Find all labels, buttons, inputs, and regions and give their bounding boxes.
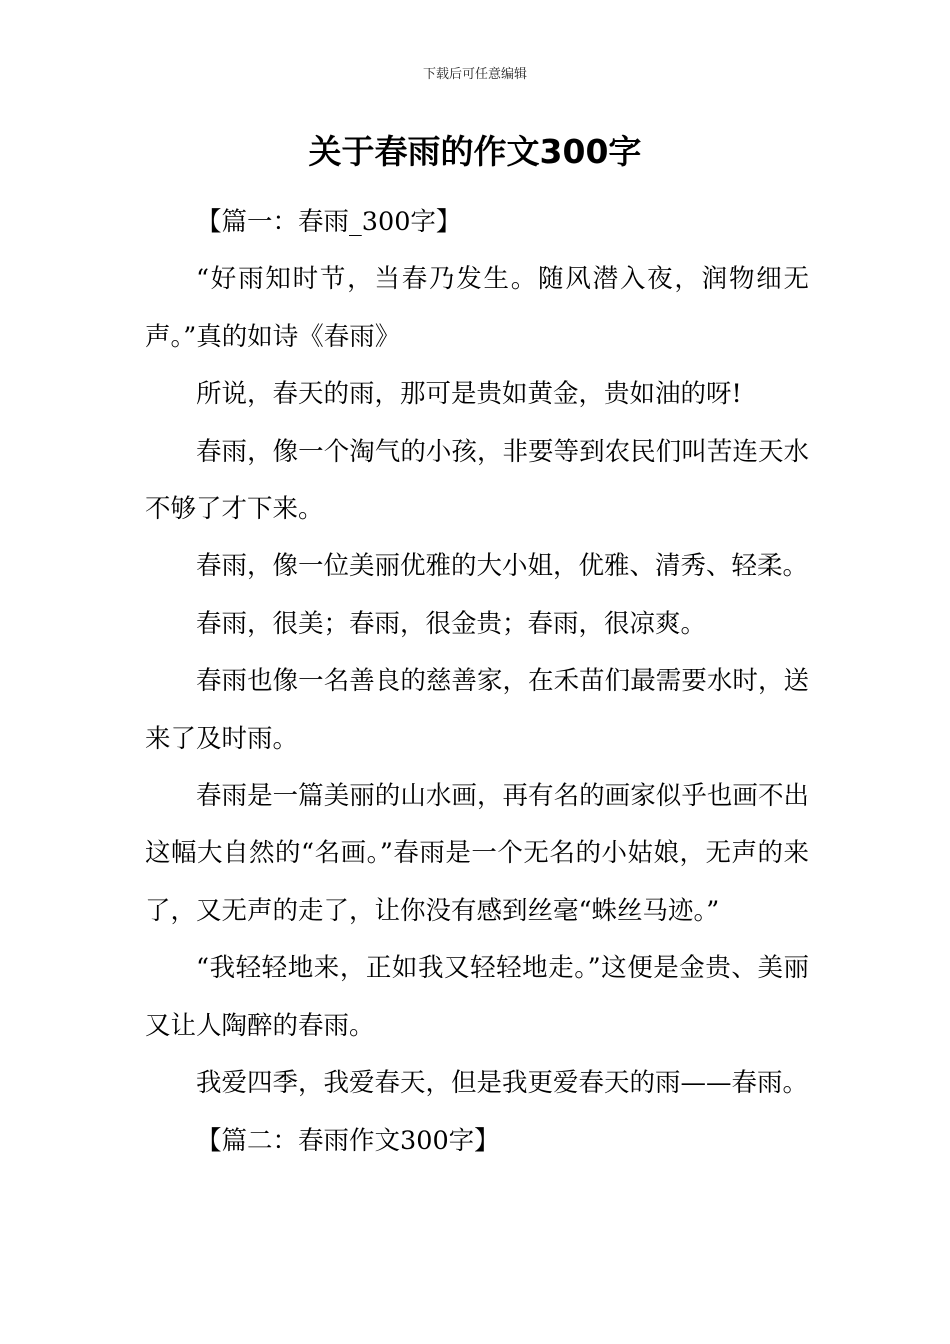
paragraph: 春雨，很美；春雨，很金贵；春雨，很凉爽。 xyxy=(196,608,707,639)
header-note: 下载后可任意编辑 xyxy=(422,67,527,82)
paragraph: “我轻轻地来，正如我又轻轻地走。”这便是金贵、美丽又让人陶醉的春雨。 xyxy=(145,953,809,1041)
paragraph: “好雨知时节，当春乃发生。随风潜入夜，润物细无声。”真的如诗《春雨》 xyxy=(145,264,809,352)
section-heading-2: 【篇二：春雨作文300字】 xyxy=(196,1125,500,1156)
document-body xyxy=(145,194,809,1170)
paragraph: 所说，春天的雨，那可是贵如黄金，贵如油的呀! xyxy=(196,379,742,410)
paragraph: 春雨，像一个淘气的小孩，非要等到农民们叫苦连天水不够了才下来。 xyxy=(145,436,809,525)
document-title: 关于春雨的作文300字 xyxy=(308,132,642,171)
paragraph: 春雨，像一位美丽优雅的大小姐，优雅、清秀、轻柔。 xyxy=(196,551,809,582)
paragraph: 春雨也像一名善良的慈善家，在禾苗们最需要水时，送来了及时雨。 xyxy=(145,666,809,754)
paragraph: 我爱四季，我爱春天，但是我更爱春天的雨——春雨。 xyxy=(196,1068,809,1099)
section-heading-1: 【篇一：春雨_300字】 xyxy=(196,207,462,237)
paragraph: 春雨是一篇美丽的山水画，再有名的画家似乎也画不出这幅大自然的“名画。”春雨是一个无名的小姑娘，无声的来了，又无声的走了，让你没有感到丝毫“蛛丝马迹。” xyxy=(145,781,809,926)
